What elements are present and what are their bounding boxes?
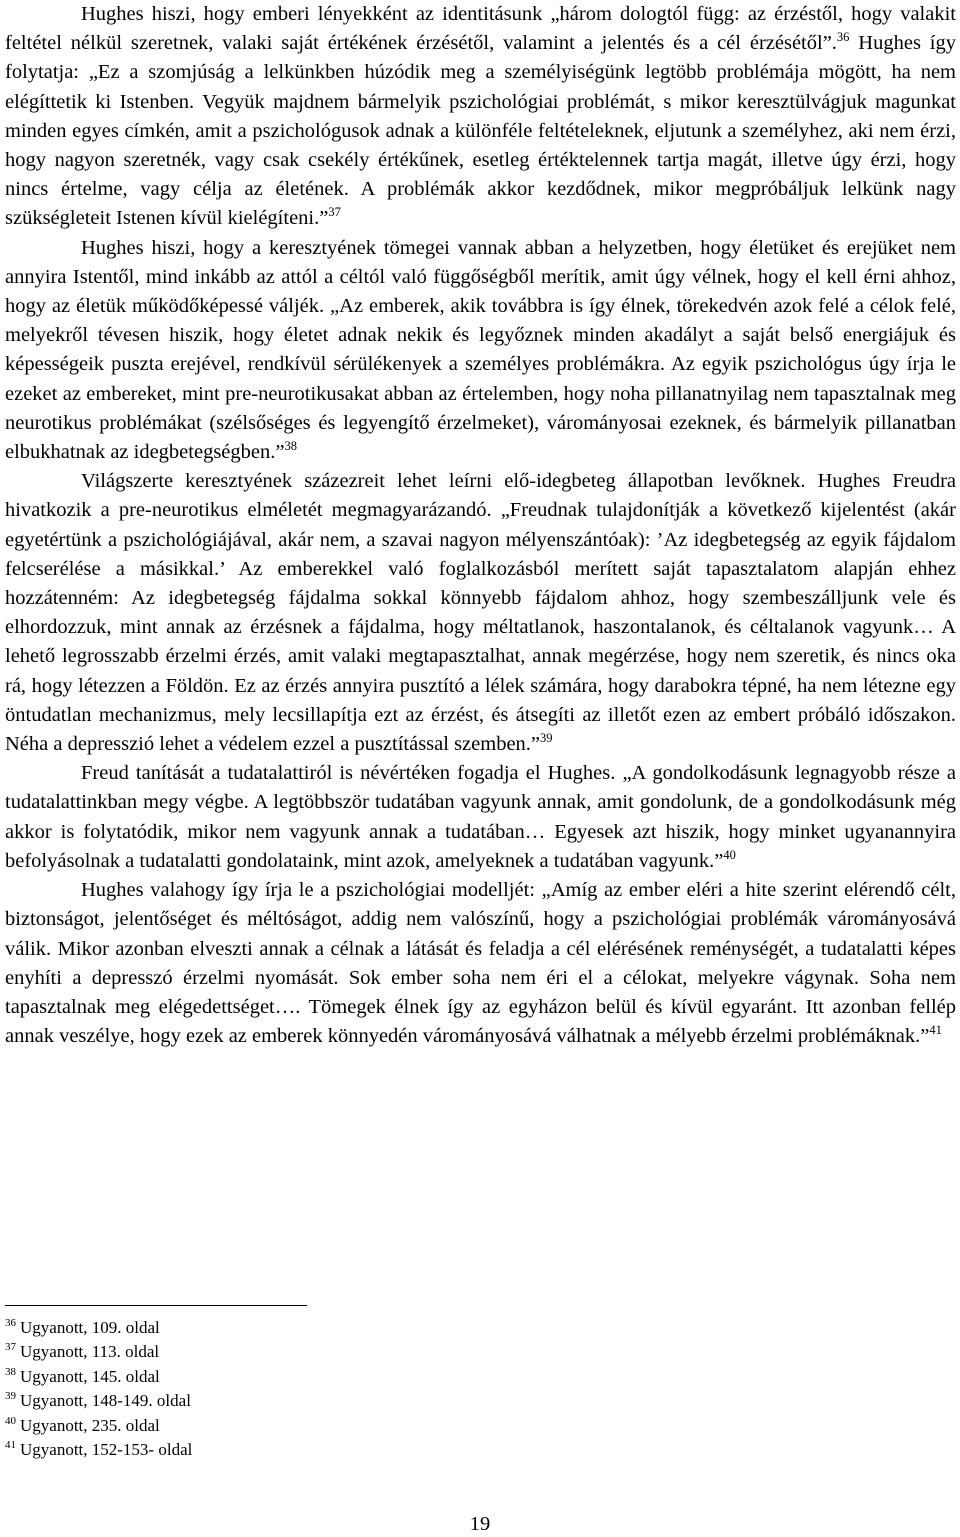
paragraph-text: Világszerte keresztyének százezreit lehet leírni elő-idegbeteg állapotban levőknek. Hughes Freudra hivatkozik a pre-neurotikus elméletét megmagyarázandó. „Freudnak tulajdonítják a következő kijelentést (akár egyetértünk a pszichológiájával, akár nem, a szavai nagyon mélyenszántóak): ’Az idegbetegség az egyik fájdalom felcserélése a másikkal.’ Az emberekkel való foglalkozásból merített saját tapasztalatom alapján ehhez hozzátenném: Az idegbetegség fájdalma sokkal könnyebb fájdalom ahhoz, hogy szembeszálljunk vele és elhordozzuk, mint annak az érzésnek a fájdalma, hogy méltatlanok, haszontalanok, és céltalanok vagyunk… A lehető legrosszabb érzelmi érzés, amit valaki megtapasztalhat, annak megérzése, hogy nem szeretik, és nincs oka rá, hogy létezzen a Földön. Ez az érzés annyira pusztító a lélek számára, hogy darabokra tépné, ha nem létezne egy öntudatlan mechanizmus, mely lecsillapítja ezt az érzést, és átsegíti az illetőt ezen az embert próbáló időszakon. Néha a depresszió lehet a védelem ezzel a pusztítással szemben.” — [5, 470, 956, 756]
footnote-reference: 41 — [929, 1023, 942, 1038]
footnote-number: 39 — [5, 1390, 16, 1403]
paragraph-text: Freud tanítását a tudatalattiról is névértéken fogadja el Hughes. „A gondolkodásunk legnagyobb része a tudatalattinkban megy végbe. A legtöbbször tudatában vagyunk annak, amit gondolunk, de a gondolkodásunk még akkor is folytatódik, mikor nem vagyunk annak a tudatában… Egyesek azt hiszik, hogy minket ugyanannyira befolyásolnak a tudatalatti gondolataink, mint azok, amelyeknek a tudatában vagyunk.” — [5, 762, 956, 872]
footnote-number: 37 — [5, 1341, 16, 1354]
footnote-number: 41 — [5, 1439, 16, 1452]
footnote-reference: 40 — [723, 847, 736, 862]
paragraph-text: Hughes hiszi, hogy emberi lényekként az identitásunk „három dologtól függ: az érzéstől, hogy valakit feltétel nélkül szeretnek, valaki saját értékének érzésétől, valamint a jelentés és a cél érzésétől”. — [5, 3, 956, 55]
footnote — [5, 1438, 605, 1462]
footnote-text: Ugyanott, 152-153- oldal — [20, 1440, 193, 1460]
footnote — [5, 1316, 605, 1340]
paragraph — [5, 467, 956, 759]
paragraph-text: Hughes így folytatja: „Ez a szomjúság a lelkünkben húzódik meg a személyiségünk legtöbb problémája mögött, ha nem elégíttetik ki Istenben. Vegyük majdnem bármelyik pszichológiai problémát, s mikor keresztülvágjuk magunkat minden egyes címkén, amit a pszichológusok adnak a különféle feltételeknek, eljutunk a személyhez, aki nem érzi, hogy nagyon szeretnék, vagy csak csekély értékűnek, esetleg értéktelennek tartja magát, illetve úgy érzi, hogy nincs értelme, vagy célja az életének. A problémák akkor kezdődnek, mikor megpróbáljuk lelkünk nagy szükségleteit Istenen kívül kielégíteni.” — [5, 32, 957, 230]
paragraph-text: Hughes hiszi, hogy a keresztyének tömegei vannak abban a helyzetben, hogy életüket és erejüket nem annyira Istentől, mind inkább az attól a céltól való függőségből merítik, amit úgy vélnek, hogy el kell érni ahhoz, hogy az életük működőképessé váljék. „Az emberek, akik továbbra is így élnek, törekedvén azok felé a célok felé, melyekről tévesen hiszik, hogy életet adnak nekik és legyőznek minden akadályt a saját belső energiájuk és képességeik puszta erejével, rendkívül sérülékenyek a személyes problémákra. Az egyik pszichológus úgy írja le ezeket az embereket, mint pre-neurotikusakat abban az értelemben, hogy noha pillanatnyilag nem tapasztalnak meg neurotikus problémákat (szélsőséges és legyengítő érzelmeket), várományosai ezeknek, és bármelyik pillanatban elbukhatnak az idegbetegségben.” — [5, 236, 956, 464]
page-number: 19 — [469, 1513, 491, 1535]
footnote — [5, 1340, 605, 1364]
paragraph — [5, 0, 956, 234]
footnote-text: Ugyanott, 235. oldal — [20, 1415, 160, 1435]
paragraph — [5, 759, 956, 876]
body-text — [5, 0, 956, 1051]
footnote-reference: 36 — [836, 30, 850, 45]
footnote-separator — [5, 1305, 307, 1306]
footnote — [5, 1414, 605, 1438]
footnote-text: Ugyanott, 113. oldal — [20, 1342, 160, 1362]
footnote-reference: 39 — [540, 731, 553, 746]
footnote-text: Ugyanott, 148-149. oldal — [20, 1391, 191, 1411]
footnote-number: 36 — [5, 1317, 16, 1329]
footnote-number: 40 — [5, 1414, 16, 1427]
footnote-reference: 38 — [284, 439, 297, 454]
paragraph — [5, 876, 956, 1051]
footnote — [5, 1365, 605, 1389]
footnote-text: Ugyanott, 109. oldal — [20, 1318, 160, 1337]
footnote-text: Ugyanott, 145. oldal — [20, 1366, 160, 1386]
footnote-number: 38 — [5, 1365, 16, 1378]
footnotes — [5, 1316, 605, 1462]
paragraph — [5, 234, 956, 468]
footnote — [5, 1389, 605, 1413]
paragraph-text: Hughes valahogy így írja le a pszichológiai modelljét: „Amíg az ember eléri a hite szerint elérendő célt, biztonságot, jelentőséget és méltóságot, addig nem valószínű, hogy a pszichológiai problémák várományosává válik. Mikor azonban elveszti annak a célnak a látását és feladja a cél elérésének reménységét, a tudatalatti képes enyhíti a depresszó érzelmi nyomását. Sok ember soha nem éri el a célokat, melyekre vágynak. Soha nem tapasztalnak meg elégedettséget…. Tömegek élnek így az egyházon belül és kívül egyaránt. Itt azonban fellép annak veszélye, hogy ezek az emberek könnyedén várományosává válhatnak a mélyebb érzelmi problémáknak.” — [5, 879, 956, 1048]
footnote-reference: 37 — [328, 205, 341, 220]
